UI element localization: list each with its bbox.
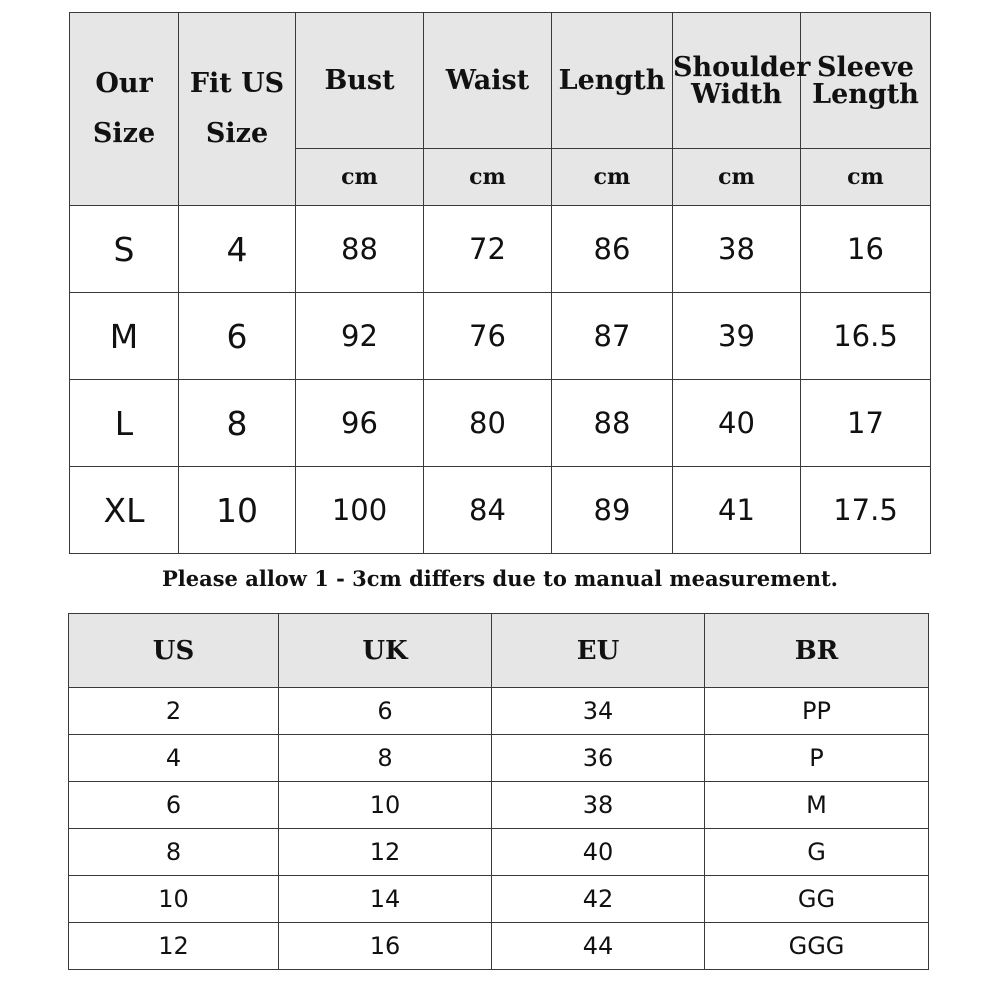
br-cell: P — [705, 735, 929, 782]
unit-bust: cm — [296, 149, 424, 206]
uk-cell: 10 — [279, 782, 492, 829]
br-cell: GG — [705, 876, 929, 923]
conversion-header-row — [69, 614, 929, 688]
shoulder-width-cell: 39 — [673, 293, 801, 380]
us-cell: 6 — [69, 782, 279, 829]
our-size-cell: L — [70, 380, 179, 467]
header-br: BR — [705, 614, 929, 688]
header-uk: UK — [279, 614, 492, 688]
uk-cell: 8 — [279, 735, 492, 782]
conversion-row — [69, 688, 929, 735]
size-row-xl — [70, 467, 931, 554]
uk-cell: 12 — [279, 829, 492, 876]
bust-cell: 100 — [296, 467, 424, 554]
unit-shoulder-width: cm — [673, 149, 801, 206]
br-cell: GGG — [705, 923, 929, 970]
br-cell: G — [705, 829, 929, 876]
fit-us-size-cell: 10 — [179, 467, 296, 554]
sleeve-length-cell: 17.5 — [801, 467, 931, 554]
shoulder-width-cell: 41 — [673, 467, 801, 554]
our-size-cell: S — [70, 206, 179, 293]
us-cell: 2 — [69, 688, 279, 735]
uk-cell: 16 — [279, 923, 492, 970]
eu-cell: 36 — [492, 735, 705, 782]
size-chart-table — [69, 12, 931, 554]
measurement-note: Please allow 1 - 3cm differs due to manual measurement. — [162, 566, 838, 591]
header-waist: Waist — [424, 13, 552, 149]
uk-cell: 6 — [279, 688, 492, 735]
header-eu: EU — [492, 614, 705, 688]
us-cell: 4 — [69, 735, 279, 782]
fit-us-size-cell: 8 — [179, 380, 296, 467]
br-cell: M — [705, 782, 929, 829]
shoulder-width-cell: 38 — [673, 206, 801, 293]
size-row-m — [70, 293, 931, 380]
us-cell: 12 — [69, 923, 279, 970]
fit-us-size-cell: 6 — [179, 293, 296, 380]
conversion-row — [69, 923, 929, 970]
uk-cell: 14 — [279, 876, 492, 923]
eu-cell: 38 — [492, 782, 705, 829]
header-length: Length — [552, 13, 673, 149]
eu-cell: 42 — [492, 876, 705, 923]
eu-cell: 40 — [492, 829, 705, 876]
shoulder-width-cell: 40 — [673, 380, 801, 467]
waist-cell: 76 — [424, 293, 552, 380]
header-fit-us-size: Fit US Size — [179, 13, 296, 206]
our-size-cell: M — [70, 293, 179, 380]
size-row-s — [70, 206, 931, 293]
us-cell: 10 — [69, 876, 279, 923]
conversion-row — [69, 829, 929, 876]
size-conversion-table — [68, 613, 929, 970]
eu-cell: 34 — [492, 688, 705, 735]
unit-waist: cm — [424, 149, 552, 206]
waist-cell: 84 — [424, 467, 552, 554]
length-cell: 86 — [552, 206, 673, 293]
size-row-l — [70, 380, 931, 467]
header-us: US — [69, 614, 279, 688]
waist-cell: 80 — [424, 380, 552, 467]
bust-cell: 88 — [296, 206, 424, 293]
length-cell: 89 — [552, 467, 673, 554]
unit-length: cm — [552, 149, 673, 206]
header-our-size: Our Size — [70, 13, 179, 206]
conversion-row — [69, 782, 929, 829]
conversion-row — [69, 735, 929, 782]
br-cell: PP — [705, 688, 929, 735]
waist-cell: 72 — [424, 206, 552, 293]
us-cell: 8 — [69, 829, 279, 876]
length-cell: 88 — [552, 380, 673, 467]
header-shoulder-width: Shoulder Width — [673, 13, 801, 149]
fit-us-size-cell: 4 — [179, 206, 296, 293]
length-cell: 87 — [552, 293, 673, 380]
header-sleeve-length: Sleeve Length — [801, 13, 931, 149]
sleeve-length-cell: 16.5 — [801, 293, 931, 380]
unit-sleeve-length: cm — [801, 149, 931, 206]
sleeve-length-cell: 16 — [801, 206, 931, 293]
eu-cell: 44 — [492, 923, 705, 970]
sleeve-length-cell: 17 — [801, 380, 931, 467]
conversion-row — [69, 876, 929, 923]
bust-cell: 92 — [296, 293, 424, 380]
header-bust: Bust — [296, 13, 424, 149]
bust-cell: 96 — [296, 380, 424, 467]
our-size-cell: XL — [70, 467, 179, 554]
